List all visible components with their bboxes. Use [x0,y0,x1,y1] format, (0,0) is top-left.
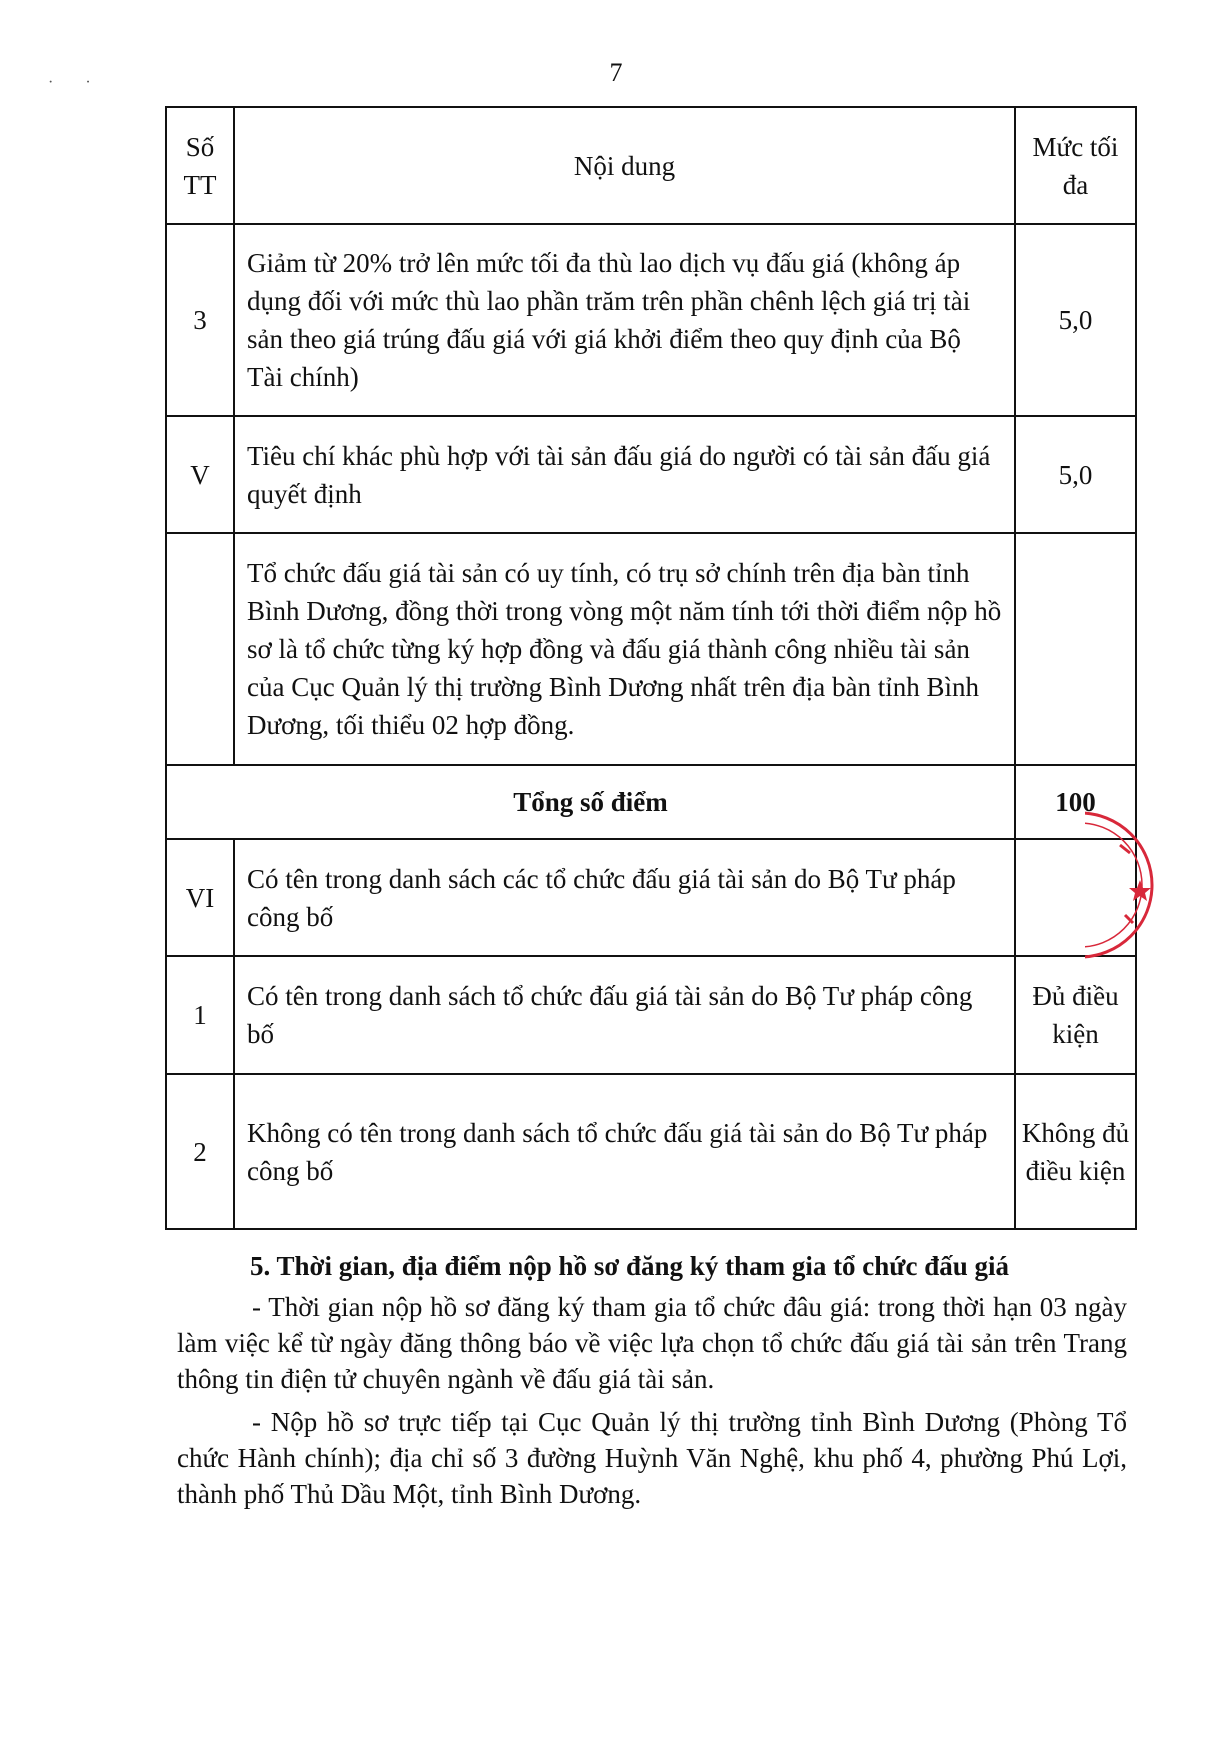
row-content: Tiêu chí khác phù hợp với tài sản đấu giá do người có tài sản đấu giá quyết định [234,416,1015,533]
row-stt: 2 [166,1074,234,1229]
total-row [166,765,1136,839]
table-row [166,533,1136,765]
row-stt: VI [166,839,234,956]
red-seal-stamp-icon [1085,795,1232,975]
row-content: Có tên trong danh sách tổ chức đấu giá tài sản do Bộ Tư pháp công bố [234,956,1015,1074]
row-stt: 1 [166,956,234,1074]
total-value: 100 [1015,765,1136,839]
row-max: 5,0 [1015,224,1136,416]
table-header-row [166,107,1136,224]
row-content: Không có tên trong danh sách tổ chức đấu giá tài sản do Bộ Tư pháp công bố [234,1074,1015,1229]
row-stt: V [166,416,234,533]
row-content: Tổ chức đấu giá tài sản có uy tính, có trụ sở chính trên địa bàn tỉnh Bình Dương, đồng thời trong vòng một năm tính tới thời điểm nộp hồ sơ là tổ chức từng ký hợp đồng và đấu giá thành công nhiều tài sản của Cục Quản lý thị trường Bình Dương nhất trên địa bàn tỉnh Bình Dương, tối thiểu 02 hợp đồng. [234,533,1015,765]
paragraph: - Nộp hồ sơ trực tiếp tại Cục Quản lý thị trường tỉnh Bình Dương (Phòng Tổ chức Hành chính); địa chỉ số 3 đường Huỳnh Văn Nghệ, khu phố 4, phường Phú Lợi, thành phố Thủ Dầu Một, tỉnh Bình Dương. [177,1407,1127,1509]
table-row [166,839,1136,956]
row-content: Có tên trong danh sách các tổ chức đấu giá tài sản do Bộ Tư pháp công bố [234,839,1015,956]
table-row [166,416,1136,533]
paragraph: - Thời gian nộp hồ sơ đăng ký tham gia tổ chức đâu giá: trong thời hạn 03 ngày làm việc kể từ ngày đăng thông báo về việc lựa chọn tổ chức đấu giá tài sản trên Trang thông tin điện tử chuyên ngành về đấu giá tài sản. [177,1292,1127,1394]
header-stt: Số TT [166,107,234,224]
row-stt [166,533,234,765]
row-stt: 3 [166,224,234,416]
section-heading: 5. Thời gian, địa điểm nộp hồ sơ đăng ký tham gia tổ chức đấu giá [250,1251,1010,1281]
table-row [166,956,1136,1074]
row-max [1015,533,1136,765]
row-content: Giảm từ 20% trở lên mức tối đa thù lao dịch vụ đấu giá (không áp dụng đối với mức thù lao phần trăm trên phần chênh lệch giá trị tài sản theo giá trúng đấu giá với giá khởi điểm theo quy định của Bộ Tài chính) [234,224,1015,416]
row-max: Đủ điều kiện [1015,956,1136,1074]
header-content: Nội dung [234,107,1015,224]
row-max: 5,0 [1015,416,1136,533]
row-max: Không đủ điều kiện [1015,1074,1136,1229]
table-row [166,224,1136,416]
criteria-table [165,106,1137,1230]
scan-marks: · · [48,74,105,91]
total-label: Tổng số điểm [166,765,1015,839]
table-row [166,1074,1136,1229]
header-max: Mức tối đa [1015,107,1136,224]
page-number: 7 [609,58,623,87]
